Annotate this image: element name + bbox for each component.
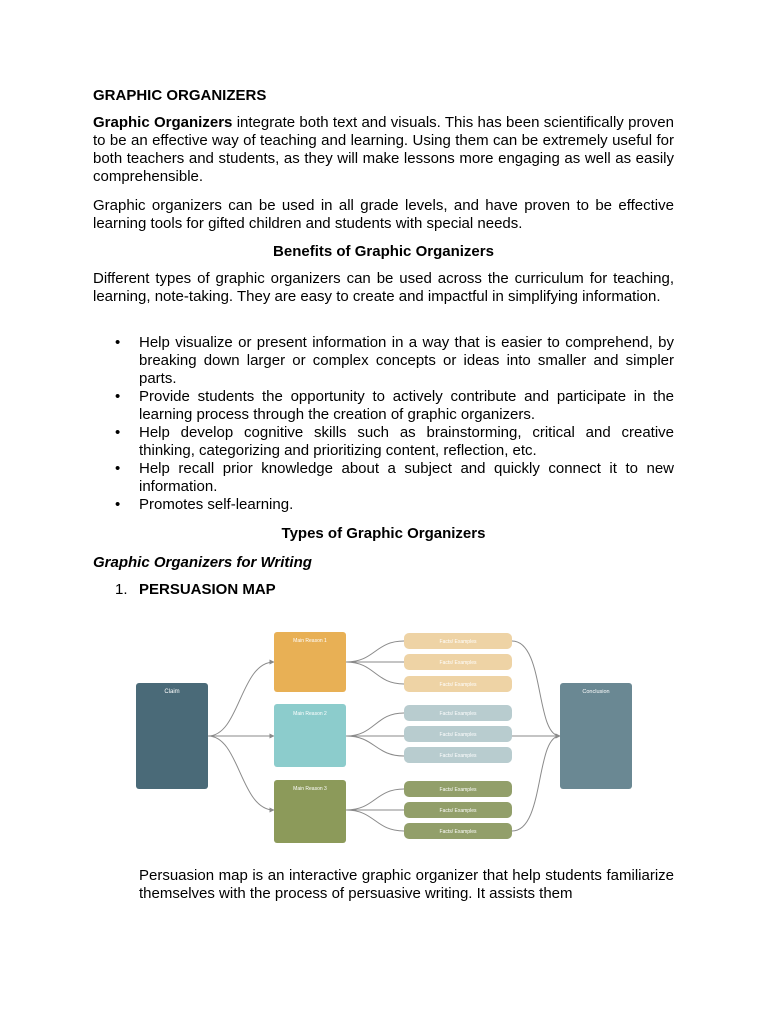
connector-line bbox=[346, 713, 404, 736]
list-item: • Help develop cognitive skills such as brainstorming, critical and creative thinking, categorizing and prioritizing content, reflection, etc. bbox=[115, 424, 674, 459]
facts-group-1 bbox=[404, 633, 512, 692]
persuasion-map-heading: PERSUASION MAP bbox=[139, 581, 276, 598]
conclusion-label: Conclusion bbox=[582, 689, 610, 695]
connector-line bbox=[208, 736, 274, 810]
list-item: • Provide students the opportunity to actively contribute and participate in the learning process through the creation of graphic organizers. bbox=[115, 388, 674, 423]
claim-label: Claim bbox=[164, 689, 180, 695]
main-reason-box-3 bbox=[274, 780, 346, 843]
connector-line bbox=[512, 736, 560, 831]
connector-line bbox=[346, 641, 404, 662]
main-reason-label: Main Reason 3 bbox=[293, 786, 327, 792]
connector-line bbox=[346, 810, 404, 831]
connector-line bbox=[346, 789, 404, 810]
grade-levels-paragraph: Graphic organizers can be used in all grade levels, and have proven to be effective learning tools for gifted children and students with special needs. bbox=[93, 197, 674, 232]
main-reason-box-2 bbox=[274, 704, 346, 767]
fact-label: Facts/ Examples bbox=[439, 639, 477, 645]
main-reason-box-1 bbox=[274, 632, 346, 692]
bullet-icon: • bbox=[115, 388, 121, 405]
bullet-icon: • bbox=[115, 460, 121, 477]
bullet-icon: • bbox=[115, 424, 121, 441]
fact-label: Facts/ Examples bbox=[439, 682, 477, 688]
claim-box bbox=[136, 683, 208, 789]
connector-line bbox=[346, 736, 404, 756]
fact-label: Facts/ Examples bbox=[439, 711, 477, 717]
list-item: • Help visualize or present information in a way that is easier to comprehend, by breaking down larger or complex concepts or ideas into smaller and simpler parts. bbox=[115, 334, 674, 387]
connector-line bbox=[208, 662, 274, 736]
main-reason-label: Main Reason 1 bbox=[293, 638, 327, 644]
facts-group-3 bbox=[404, 781, 512, 839]
main-reason-label: Main Reason 2 bbox=[293, 711, 327, 717]
persuasion-paragraph: Persuasion map is an interactive graphic organizer that help students familiarize themselves with the process of persuasive writing. It assists them bbox=[139, 867, 674, 902]
bullet-icon: • bbox=[115, 496, 121, 513]
types-heading: Types of Graphic Organizers bbox=[281, 525, 486, 542]
list-item: • Promotes self-learning. bbox=[115, 496, 294, 513]
fact-label: Facts/ Examples bbox=[439, 660, 477, 666]
conclusion-box bbox=[560, 683, 632, 789]
fact-label: Facts/ Examples bbox=[439, 829, 477, 835]
benefits-heading: Benefits of Graphic Organizers bbox=[273, 243, 494, 260]
list-number: 1. bbox=[115, 581, 128, 598]
fact-label: Facts/ Examples bbox=[439, 732, 477, 738]
connector-line bbox=[346, 662, 404, 684]
writing-subheading: Graphic Organizers for Writing bbox=[93, 554, 312, 571]
intro-term: Graphic Organizers bbox=[93, 114, 233, 131]
fact-label: Facts/ Examples bbox=[439, 753, 477, 759]
bullet-icon: • bbox=[115, 334, 121, 351]
fact-label: Facts/ Examples bbox=[439, 808, 477, 814]
list-item: • Help recall prior knowledge about a subject and quickly connect it to new information. bbox=[115, 460, 674, 495]
facts-group-2 bbox=[404, 705, 512, 763]
intro-text: integrate both text and visuals. This has been scientifically proven to be an effective way of teaching and learning. Using them can be extremely useful for both teachers and students, as they will make lessons more engaging as well as easily comprehensible. bbox=[93, 114, 674, 185]
fact-label: Facts/ Examples bbox=[439, 787, 477, 793]
document-title: GRAPHIC ORGANIZERS bbox=[93, 87, 267, 104]
benefits-intro-paragraph: Different types of graphic organizers can be used across the curriculum for teaching, learning, note-taking. They are easy to create and impactful in simplifying information. bbox=[93, 270, 674, 305]
connector-line bbox=[512, 641, 560, 736]
